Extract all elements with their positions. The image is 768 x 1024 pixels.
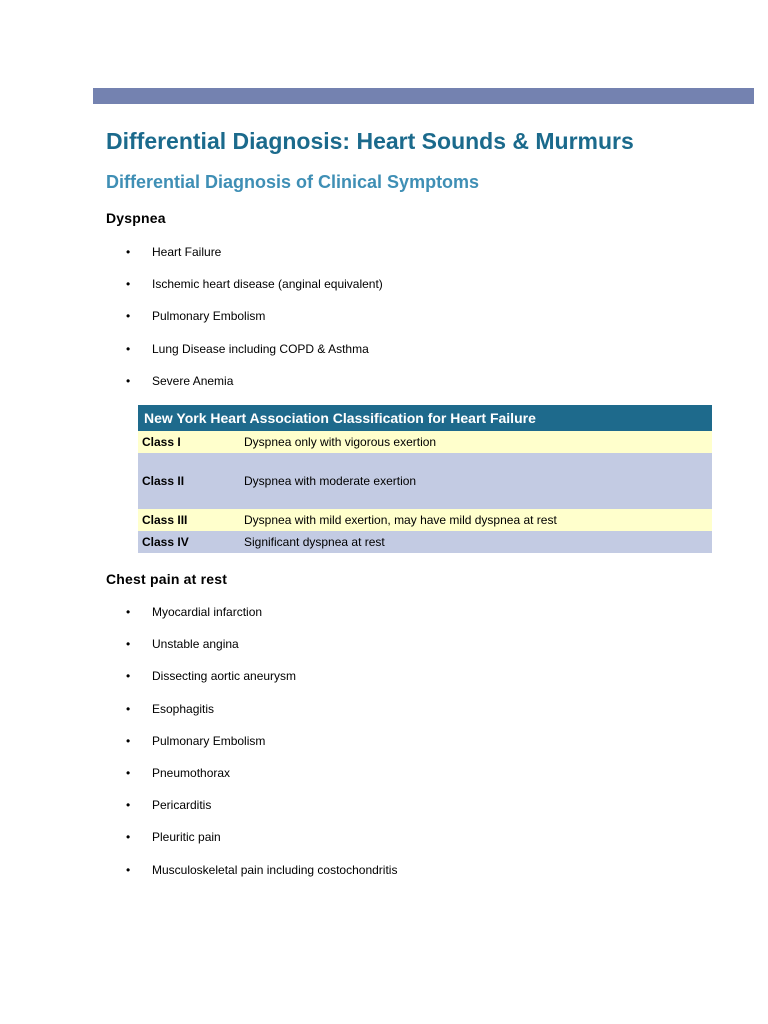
description-cell: Dyspnea with moderate exertion	[244, 474, 417, 488]
table-row	[138, 431, 712, 453]
class-cell: Class II	[142, 474, 185, 488]
nyha-classification-table	[138, 405, 712, 553]
table-row	[138, 509, 712, 531]
bullet-icon: •	[126, 309, 131, 324]
bullet-icon: •	[126, 637, 131, 652]
list-item: • Unstable angina	[126, 637, 239, 652]
class-cell: Class III	[142, 513, 188, 527]
list-item: • Severe Anemia	[126, 373, 234, 388]
list-item: • Esophagitis	[126, 701, 215, 716]
list-item: • Pleuritic pain	[126, 830, 221, 845]
list-item: • Pericarditis	[126, 798, 212, 813]
list-item: • Pneumothorax	[126, 765, 231, 780]
list-item: • Musculoskeletal pain including costochondritis	[126, 862, 398, 877]
bullet-icon: •	[126, 373, 131, 388]
table-header: New York Heart Association Classification for Heart Failure	[138, 405, 712, 431]
list-item: • Pulmonary Embolism	[126, 309, 266, 324]
bullet-icon: •	[126, 733, 131, 748]
section-subtitle: Differential Diagnosis of Clinical Symptoms	[106, 172, 480, 192]
dyspnea-heading: Dyspnea	[106, 210, 166, 226]
bullet-icon: •	[126, 277, 131, 292]
list-item: • Pulmonary Embolism	[126, 733, 266, 748]
chest-pain-list	[0, 605, 700, 895]
list-item: • Lung Disease including COPD & Asthma	[126, 341, 369, 356]
page-title: Differential Diagnosis: Heart Sounds & Murmurs	[106, 128, 634, 154]
top-banner-rule	[93, 88, 754, 104]
description-cell: Dyspnea only with vigorous exertion	[244, 435, 437, 449]
bullet-icon: •	[126, 701, 131, 716]
bullet-icon: •	[126, 862, 131, 877]
bullet-icon: •	[126, 669, 131, 684]
description-cell: Dyspnea with mild exertion, may have mild dyspnea at rest	[244, 513, 557, 527]
bullet-icon: •	[126, 765, 131, 780]
list-item: • Dissecting aortic aneurysm	[126, 669, 297, 684]
bullet-icon: •	[126, 798, 131, 813]
table-row	[138, 531, 712, 553]
list-item: • Ischemic heart disease (anginal equivalent)	[126, 277, 383, 292]
class-cell: Class I	[142, 435, 181, 449]
dyspnea-list	[0, 245, 700, 406]
list-item: • Myocardial infarction	[126, 605, 263, 619]
bullet-icon: •	[126, 245, 131, 259]
table-row	[138, 453, 712, 509]
description-cell: Significant dyspnea at rest	[244, 535, 385, 549]
bullet-icon: •	[126, 605, 131, 619]
bullet-icon: •	[126, 830, 131, 845]
chest-pain-heading: Chest pain at rest	[106, 571, 228, 587]
bullet-icon: •	[126, 341, 131, 356]
class-cell: Class IV	[142, 535, 189, 549]
list-item: • Heart Failure	[126, 245, 222, 259]
